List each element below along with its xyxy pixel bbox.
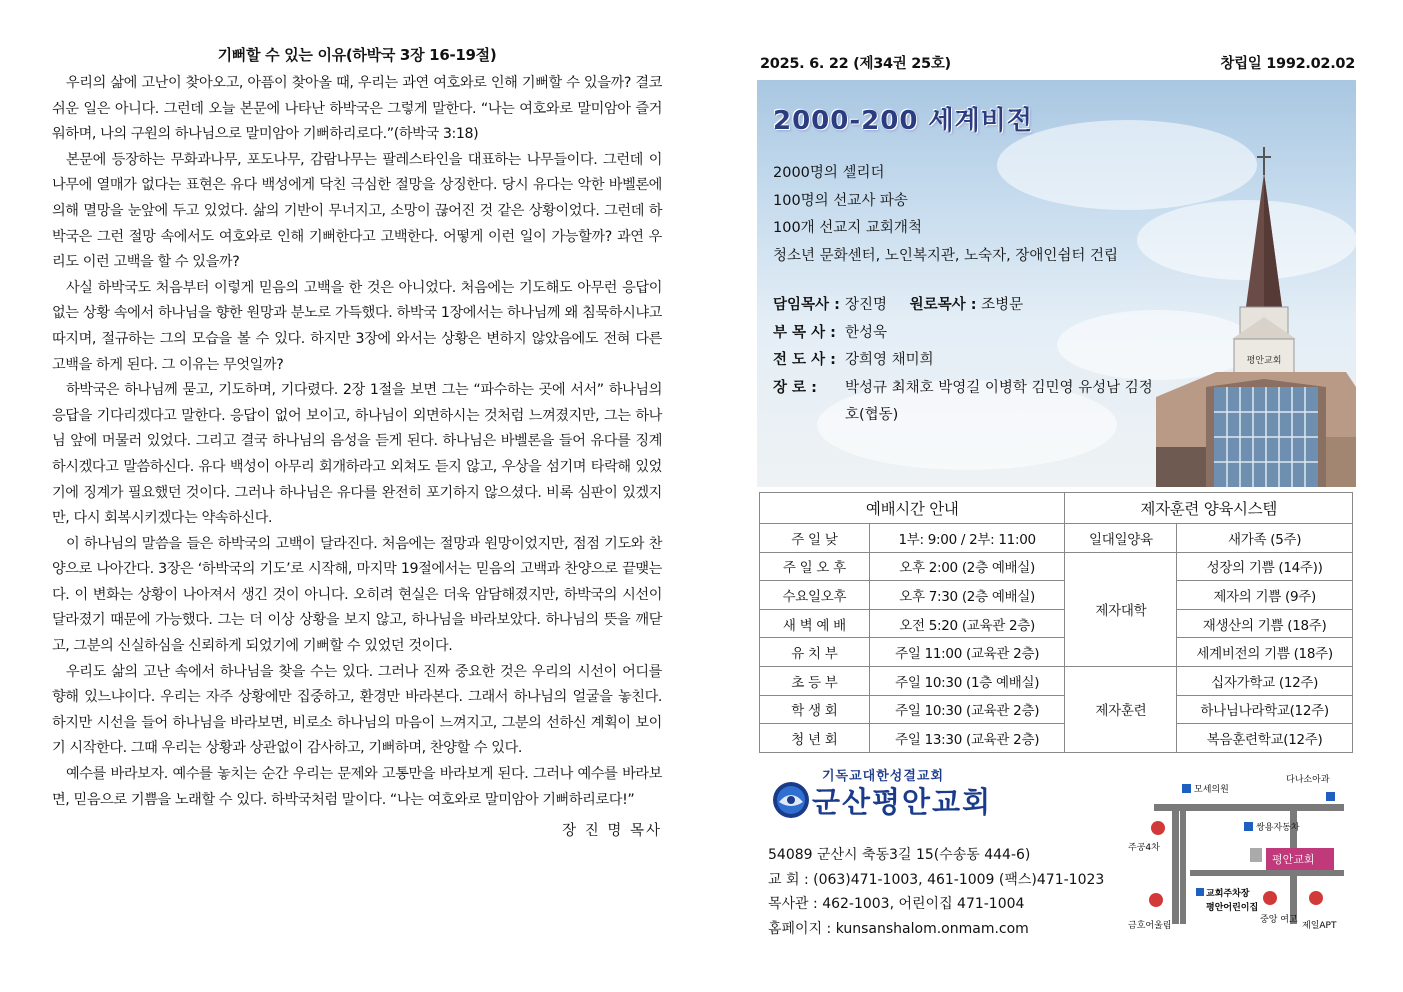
map-label-jungang: 중앙 여고 [1260,915,1298,925]
discipleship-header: 제자훈련 양육시스템 [1065,493,1353,524]
service-time: 주일 11:00 (교육관 2층) [869,638,1065,667]
service-time: 오후 2:00 (2층 예배실) [869,552,1065,581]
emeritus-pastor-label: 원로목사 : [909,297,977,313]
senior-pastor-label: 담임목사 : [773,297,840,313]
map-label-mose: 모세의원 [1194,785,1229,795]
church-name: 군산평안교회 [812,785,993,819]
vision-goal: 2000명의 셀리더 [773,165,885,181]
service-name: 주 일 오 후 [760,552,870,581]
sermon-column [52,44,662,840]
address: 54089 군산시 축동3길 15(수송동 444-6) [768,847,1031,863]
service-time: 1부: 9:00 / 2부: 11:00 [869,524,1065,553]
map-label-kumho: 금호어울림 [1128,921,1172,931]
service-name: 새 벽 예 배 [760,609,870,638]
sermon-paragraph: 하박국은 하나님께 묻고, 기도하며, 기다렸다. 2장 1절을 보면 그는 “파수하는 곳에 서서” 하나님의 응답을 기다리겠다고 말한다. 응답이 없어 보이고, 하나님이 외면하시는 것처럼 느껴졌지만, 그는 하나님 앞에 머물러 있었다. 그리고 결국 하나님의 음성을 듣게 된다. 하나님은 바벨론을 들어 유다를 징계하시겠다고 말씀하신다. 유다 백성이 아무리 회개하라고 외쳐도 듣지 않고, 우상을 섬기며 타락해 있었기에 징계가 필요했던 것이다. 그러나 하나님은 유다를 완전히 포기하지 않으셨다. 비록 심판이 있겠지만, 다시 회복시키겠다는 약속하신다. [52,382,662,527]
training-course: 성장의 기쁨 (14주)) [1177,552,1353,581]
service-time: 주일 13:30 (교육관 2층) [869,724,1065,753]
founded-date: 창립일 1992.02.02 [1220,56,1355,72]
issue-date: 2025. 6. 22 (제34권 25호) [760,56,951,72]
denomination-name: 기독교대한성결교회 [822,769,945,784]
training-course: 세계비전의 기쁨 (18주) [1177,638,1353,667]
training-course: 제자의 기쁨 (9주) [1177,581,1353,610]
vision-goal: 100명의 선교사 파송 [773,192,908,209]
table-row [760,638,1353,667]
vision-goals [773,160,1118,270]
service-time: 오후 7:30 (2층 예배실) [869,581,1065,610]
map-label-pyeongan: 평안교회 [1272,853,1315,866]
map-label-jugong: 주공4차 [1128,843,1160,853]
manse-phone: 목사관 : 462-1003, 어린이집 471-1004 [768,896,1025,912]
training-group: 제자대학 [1065,552,1177,666]
sermon-paragraph: 예수를 바라보자. 예수를 놓치는 순간 우리는 문제와 고통만을 바라보게 된다. 그러나 예수를 바라보면, 믿음으로 기쁨을 노래할 수 있다. 하박국처럼 말이다. “나는 여호와로 말미암아 기뻐하리로다!” [52,766,662,808]
training-course: 십자가학교 (12주) [1177,666,1353,695]
table-row [760,524,1353,553]
sermon-paragraph: 이 하나님의 말씀을 들은 하박국의 고백이 달라진다. 처음에는 절망과 원망이었지만, 점점 기도와 찬양으로 나아간다. 3장은 ‘하박국의 기도’로 시작해, 마지막 19절에서는 믿음의 고백과 찬양으로 끝맺는다. 이 변화는 상황이 나아져서 생긴 것이 아니다. 오히려 현실은 더욱 암담해졌지만, 하박국의 시선이 달라졌기 때문에 가능했다. 그는 더 이상 상황을 보지 않고, 하나님을 바라보았다. 하나님의 뜻을 깨닫고, 그분의 신실하심을 신뢰하게 되었기에 기뻐할 수 있었던 것이다. [52,535,662,655]
training-course: 하나님나라학교(12주) [1177,695,1353,724]
service-name: 유 치 부 [760,638,870,667]
sermon-paragraph: 우리의 삶에 고난이 찾아오고, 아픔이 찾아올 때, 우리는 과연 여호와로 인해 기뻐할 수 있을까? 결코 쉬운 일은 아니다. 그런데 오늘 본문에 나타난 하박국은 그렇게 말한다. “나는 여호와로 말미암아 즐거워하며, 나의 구원의 하나님으로 말미암아 기뻐하리로다.”(하박국 3:18) [52,75,662,143]
schedule-table [759,492,1353,753]
map-label-daycare: 평안어린이집 [1206,903,1259,913]
senior-pastor: 장진명 [845,297,888,313]
church-building-image [1146,147,1356,487]
emeritus-pastor: 조병문 [981,297,1024,313]
service-name: 주 일 낮 [760,524,870,553]
service-name: 청 년 회 [760,724,870,753]
table-row [760,724,1353,753]
sermon-paragraph: 본문에 등장하는 무화과나무, 포도나무, 감람나무는 팔레스타인을 대표하는 나무들이다. 그런데 이 나무에 열매가 없다는 표현은 유다 백성에게 닥친 극심한 절망을 상징한다. 당시 유다는 악한 바벨론에 의해 멸망을 눈앞에 두고 있었다. 삶의 기반이 무너지고, 소망이 끊어진 것 같은 상황이었다. 그런데 하박국은 그런 절망 속에서도 여호와로 인해 기뻐한다고 고백한다. 어떻게 이런 일이 가능할까? 과연 우리도 이런 고백을 할 수 있을까? [52,151,662,271]
table-row [760,609,1353,638]
sermon-paragraph: 사실 하박국도 처음부터 이렇게 믿음의 고백을 한 것은 아니었다. 처음에는 기도해도 아무런 응답이 없는 상황 속에서 하나님을 향한 원망과 분노로 가득했다. 하박국 1장에서는 하나님께 왜 침묵하시냐고 따지며, 절규하는 그의 모습을 볼 수 있다. 하지만 3장에 와서는 상황은 변하지 않았음에도 전혀 다른 고백을 하게 된다. 그 이유는 무엇일까? [52,279,662,373]
service-name: 학 생 회 [760,695,870,724]
church-sign-text: 평안교회 [1246,356,1282,366]
church-emblem-icon [771,780,811,820]
phone: 교 회 : (063)471-1003, 461-1009 (팩스)471-1023 [768,871,1105,888]
homepage: 홈페이지 : kunsanshalom.onmam.com [768,920,1029,937]
vision-title: 2000-200 세계비전 [773,106,1033,136]
training-course: 재생산의 기쁨 (18주) [1177,609,1353,638]
vision-goal: 청소년 문화센터, 노인복지관, 노숙자, 장애인쉼터 건립 [773,247,1119,264]
worship-schedule-header: 예배시간 안내 [760,493,1065,524]
sermon-title: 기뻐할 수 있는 이유(하박국 3장 16-19절) [217,46,497,64]
training-group: 제자훈련 [1065,666,1177,752]
location-map [1120,770,1350,940]
service-time: 오전 5:20 (교육관 2층) [869,609,1065,638]
contact-info [768,843,1104,941]
service-time: 주일 10:30 (1층 예배실) [869,666,1065,695]
service-name: 수요일오후 [760,581,870,610]
staff-list [773,292,1155,430]
table-row [760,695,1353,724]
associate-pastor: 한성욱 [845,324,888,341]
map-label-jeil: 제일APT [1302,921,1337,931]
evangelists: 강희영 채미희 [845,352,934,368]
elders: 박성규 최채호 박영길 이병학 김민영 유성남 김정호(협동) [845,379,1153,423]
map-label-ssangyong: 쌍용자동차 [1256,823,1300,833]
table-row [760,581,1353,610]
map-label-parking: 교회주차장 [1206,889,1250,899]
map-label-danasoa: 다나소아과 [1286,775,1330,785]
table-row [760,666,1353,695]
evangelist-label: 전 도 사 : [773,352,836,368]
training-group: 일대일양육 [1065,524,1177,553]
sermon-author: 장 진 명 목사 [562,823,662,840]
service-name: 초 등 부 [760,666,870,695]
sermon-paragraph: 우리도 삶의 고난 속에서 하나님을 찾을 수는 있다. 그러나 진짜 중요한 것은 우리의 시선이 어디를 향해 있느냐이다. 우리는 자주 상황에만 집중하고, 환경만 바라본다. 그래서 하나님의 얼굴을 놓친다. 하지만 시선을 들어 하나님을 바라보면, 비로소 하나님의 마음이 느껴지고, 그분의 선하신 계획이 보이기 시작한다. 그때 우리는 상황과 상관없이 감사하고, 기뻐하며, 찬양할 수 있다. [52,663,662,757]
vision-goal: 100개 선교지 교회개척 [773,220,922,236]
training-course: 새가족 (5주) [1177,524,1353,553]
training-course: 복음훈련학교(12주) [1177,724,1353,753]
vision-panel [757,80,1356,487]
elder-label: 장 로 : [773,379,817,396]
table-row [760,552,1353,581]
service-time: 주일 10:30 (교육관 2층) [869,695,1065,724]
associate-pastor-label: 부 목 사 : [773,324,836,341]
